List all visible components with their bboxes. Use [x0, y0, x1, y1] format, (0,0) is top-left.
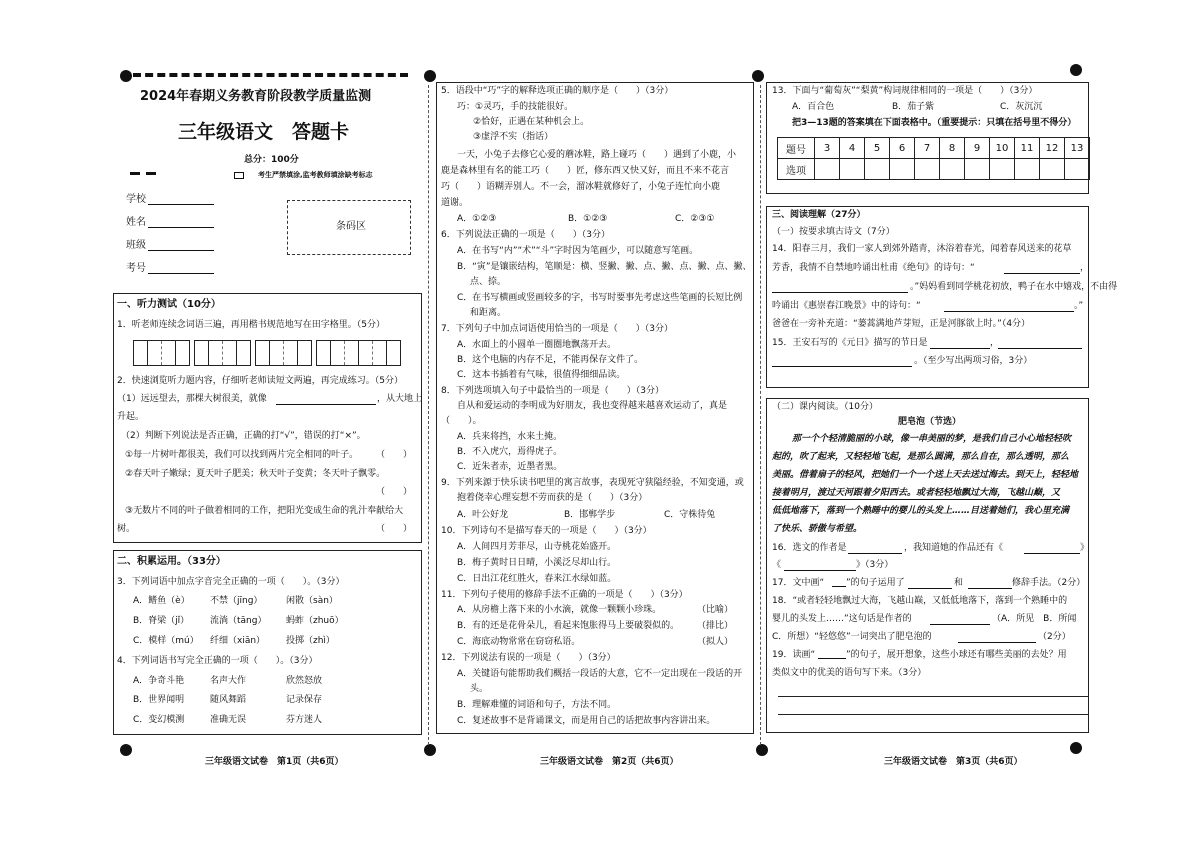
- field-school-line[interactable]: [148, 204, 214, 205]
- q1-text: 1．听老师连续念词语三遍，再用楷书规范地写在田字格里。（5分）: [117, 320, 385, 330]
- answer-table: [777, 137, 1090, 180]
- q10-text: 10．下列诗句不是描写春天的一项是（ ）（3分）: [441, 526, 652, 536]
- passage-title: 肥皂泡（节选）: [898, 417, 962, 427]
- answer-table-num: 10: [990, 138, 1015, 159]
- q3-opt-a2: 不禁（jīng）: [210, 596, 263, 606]
- q9-opt-c: C．守株待兔: [664, 510, 716, 520]
- q19-mark-line: [818, 658, 846, 659]
- q4-opt-a2: 名声大作: [210, 676, 247, 686]
- q7-opt-a: A．水面上的小圆单一圈圈地飘荡开去。: [457, 340, 617, 350]
- field-name-label: 姓名: [126, 217, 146, 228]
- registration-dot: [424, 744, 436, 756]
- absent-mark: [130, 172, 140, 175]
- q5-passage-1: 一天，小兔子去修它心爱的蘑冰鞋，路上碰巧（ ）遇到了小鹿，小: [457, 150, 737, 160]
- answer-table-num: 7: [915, 138, 940, 159]
- q6-opt-c: C．在书写横画或竖画较多的字，书写时要事先考虑这些笔画的长短比例: [457, 293, 743, 303]
- section-3-2-title: （二）课内阅读。（10分）: [772, 402, 878, 412]
- field-class-label: 班级: [126, 240, 146, 251]
- q13-opt-b: B．茄子紫: [892, 102, 935, 112]
- answer-table-header: 题号: [778, 138, 815, 159]
- q8-opt-c: C．近朱者赤，近墨者黑。: [457, 462, 563, 472]
- q10-opt-c: C．日出江花红胜火，春来江水绿如蓝。: [457, 574, 617, 584]
- q6-opt-a: A．在书写“内”“术”“斗”字时因为笔画少，可以随意写笔画。: [457, 246, 699, 256]
- q18-text-a: 18．“或者轻轻地飘过大海，飞越山巅，又低低地落下，落到一个熟睡中的: [772, 596, 1068, 606]
- tianzige-word[interactable]: [255, 340, 312, 366]
- q14-answer-3[interactable]: [944, 311, 1074, 312]
- answer-table-num: 12: [1040, 138, 1065, 159]
- q5-opt-a: A．①②③: [457, 214, 497, 224]
- passage-line-underlined: 接着明月，渡过天河跟着夕阳西去。或者轻轻地飘过大海，飞越山巅，又: [772, 488, 1061, 498]
- q4-opt-b2: 随风舞蹈: [210, 695, 247, 705]
- field-school-label: 学校: [126, 194, 146, 205]
- q12-opt-a: A．关键语句能帮助我们概括一段话的大意，它不一定出现在一段话的开: [457, 669, 743, 679]
- q17-text-c: 和: [954, 578, 964, 588]
- judge-1: ①每一片树叶都很美，我们可以找到两片完全相同的叶子。: [125, 450, 359, 460]
- registration-dot: [1070, 742, 1082, 754]
- q14-line-d: 。”妈妈看到同学桃花初放，鸭子在水中嬉戏，不由得: [910, 282, 1118, 292]
- q17-mark-line: [832, 586, 846, 587]
- judge-1-paren[interactable]: （ ）: [376, 450, 413, 460]
- q16-text-b: ，我知道她的作品还有《: [904, 543, 1004, 553]
- judge-3-b: 树。: [117, 524, 136, 534]
- q14-comma: ，: [1080, 263, 1090, 273]
- q19-text-b: ”的句子，展开想象，这些小球还有哪些美丽的去处？用: [846, 650, 1067, 660]
- answer-cell[interactable]: [890, 159, 915, 180]
- q2-1-answer-line[interactable]: [276, 404, 376, 405]
- q18-answer-1[interactable]: [930, 624, 990, 625]
- registration-dot: [752, 70, 764, 82]
- answer-table-row-label: 选项: [778, 159, 815, 180]
- q10-opt-b: B．梅子黄时日日晴，小溪泛尽却山行。: [457, 558, 617, 568]
- q11-opt-b: B．有的还是花骨朵儿，看起来饱胀得马上要破裂似的。: [457, 621, 680, 631]
- passage-line: 了快乐、骄傲与希望。: [772, 524, 863, 534]
- tianzige-grid[interactable]: [133, 340, 401, 366]
- q16-work-answer-2[interactable]: [784, 570, 856, 571]
- q2-1-text-b: ，从大地上: [377, 394, 423, 404]
- q14-end-quote: 。”: [1074, 301, 1084, 311]
- q16-text-a: 16．选文的作者是: [772, 543, 847, 553]
- answer-cell[interactable]: [965, 159, 990, 180]
- answer-table-num: 4: [840, 138, 865, 159]
- q8-sentence-2: （ ）。: [441, 416, 482, 426]
- q3-text: 3．下列词语中加点字音完全正确的一项（ ）。（3分）: [117, 577, 345, 587]
- q3-opt-b1: B．脊梁（jǐ）: [133, 616, 190, 626]
- q13-opt-a: A．百合色: [792, 102, 835, 112]
- q19-text-a: 19．读画“: [772, 650, 816, 660]
- q7-opt-b: B．这个电脑的内存不足，不能再保存文件了。: [457, 355, 644, 365]
- q15-text-c: 。（至少写出两项习俗，3分）: [914, 356, 1033, 366]
- section-3-1-title: （一）按要求填古诗文（7分）: [772, 227, 895, 237]
- q4-opt-c1: C．变幻模测: [133, 715, 185, 725]
- notice-text: 考生严禁填涂,监考教师填涂缺考标志: [258, 171, 373, 179]
- q3-opt-b2: 流淌（tāng）: [210, 616, 267, 626]
- q18-text-b: 婴儿的头发上……”这句话是作者的: [772, 614, 912, 624]
- answer-cell[interactable]: [1040, 159, 1065, 180]
- q11-tag-b: （排比）: [697, 621, 734, 631]
- field-id-label: 考号: [126, 263, 146, 274]
- tianzige-word[interactable]: [316, 340, 401, 366]
- exam-subtitle: 三年级语文 答题卡: [178, 121, 350, 143]
- q11-opt-c: C．海底动物常常在窃窃私语。: [457, 637, 581, 647]
- q7-text: 7．下列句子中加点词语使用恰当的一项是（ ）（3分）: [441, 324, 673, 334]
- field-class-line[interactable]: [148, 250, 214, 251]
- q8-opt-b: B．不入虎穴，焉得虎子。: [457, 447, 563, 457]
- q18-text-c: （A．所见 B．所闻: [992, 614, 1077, 624]
- registration-dot: [120, 744, 132, 756]
- q8-text: 8．下列选项填入句子中最恰当的一项是（ ）（3分）: [441, 386, 664, 396]
- q5-passage-2: 鹿是森林里有名的能工巧（ ）匠，修东西又快又好，而且不来不花言: [441, 166, 730, 176]
- column-divider: [760, 85, 761, 745]
- barcode-label: 条码区: [336, 221, 366, 232]
- q14-line-e: 吟诵出《惠崇春江晚景》中的诗句：“: [772, 301, 921, 311]
- q4-opt-b1: B．世界闻明: [133, 695, 185, 705]
- q19-answer-line[interactable]: [778, 696, 1088, 697]
- q11-tag-a: （比喻）: [697, 605, 734, 615]
- registration-dot: [424, 70, 436, 82]
- answer-cell[interactable]: [815, 159, 840, 180]
- q4-text: 4．下列词语书写完全正确的一项（ ）。（3分）: [117, 656, 318, 666]
- q4-opt-b3: 记录保存: [286, 695, 323, 705]
- q8-opt-a: A．兵来将挡，水来土掩。: [457, 432, 563, 442]
- q16-text-d: 《: [772, 560, 782, 570]
- q5-passage-3: 巧（ ）语糊弄别人。不一会，溜冰鞋就修好了，小兔子连忙向小鹿: [441, 182, 721, 192]
- q3-opt-c3: 投掷（zhì）: [286, 636, 335, 646]
- answer-cell[interactable]: [840, 159, 865, 180]
- q18-answer-2[interactable]: [958, 642, 1036, 643]
- q18-text-e: （2分）: [1038, 632, 1071, 642]
- q3-opt-a1: A．鳍鱼（è）: [133, 596, 190, 606]
- answer-cell[interactable]: [1065, 159, 1090, 180]
- q12-opt-a2: 头。: [470, 684, 489, 694]
- q13-text: 13．下面与“葡萄灰”“梨黄”构词规律相同的一项是（ ）（3分）: [772, 86, 1038, 96]
- section-1-title: 一、听力测试（10分）: [117, 299, 221, 310]
- q16-work-answer-1[interactable]: [1024, 553, 1080, 554]
- q18-text-d: C．所想）“轻悠悠”一词突出了肥皂泡的: [772, 632, 932, 642]
- q5-passage-4: 道谢。: [441, 198, 469, 208]
- header-dash: [133, 73, 408, 77]
- q4-opt-c3: 芬方迷人: [286, 715, 323, 725]
- passage-line: 那一个个轻清脆丽的小球，像一串美丽的梦，是我们自己小心地轻轻吹: [792, 434, 1072, 444]
- q15-answer-1[interactable]: [930, 348, 990, 349]
- q5-opt-b: B．①②③: [568, 214, 608, 224]
- q13-opt-c: C．灰沉沉: [1000, 102, 1043, 112]
- q14-answer-1[interactable]: [1004, 273, 1080, 274]
- answer-table-num: 11: [1015, 138, 1040, 159]
- q9-text: 9．下列来源于快乐读书吧里的寓言故事，表现死守狭隘经验，不知变通，或: [441, 478, 744, 488]
- q2-1-text: （1）远远望去，那棵大树很美，就像: [117, 394, 267, 404]
- q12-text: 12．下列说法有误的一项是（ ）（3分）: [441, 653, 616, 663]
- q5-text: 5．语段中“巧”字的解释选项正确的顺序是（ ）（3分）: [441, 86, 674, 96]
- q19-answer-line[interactable]: [778, 714, 1088, 715]
- q17-text-d: 修辞手法。（2分）: [1012, 578, 1086, 588]
- registration-dot: [120, 70, 132, 82]
- q2-1-text-c: 升起。: [117, 412, 145, 422]
- q6-opt-b2: 点、捺。: [470, 277, 507, 287]
- q5-def-2: ②恰好，正遇在某种机会上。: [473, 117, 590, 127]
- section-3-title: 三、阅读理解（27分）: [772, 210, 866, 220]
- q6-opt-c2: 和距离。: [470, 308, 507, 318]
- q16-text-c: 》: [1080, 543, 1090, 553]
- answer-table-num: 9: [965, 138, 990, 159]
- absent-checkbox[interactable]: [234, 172, 244, 179]
- q2-2-text: （2）判断下列说法是否正确，正确的打“√”，错误的打“×”。: [121, 431, 366, 441]
- absent-mark: [146, 172, 156, 175]
- q17-text-b: ”的句子运用了: [846, 578, 905, 588]
- footer-page-3: 三年级语文试卷 第3页（共6页）: [884, 757, 1023, 767]
- judge-2-paren[interactable]: （ ）: [376, 487, 413, 497]
- answer-table-note: 把3—13题的答案填在下面表格中。（重要提示：只填在括号里不得分）: [792, 118, 1077, 128]
- answer-cell[interactable]: [940, 159, 965, 180]
- answer-cell[interactable]: [990, 159, 1015, 180]
- answer-table-num: 13: [1065, 138, 1090, 159]
- q3-opt-c2: 纤细（xiān）: [210, 636, 266, 646]
- q9-text-b: 抱着侥幸心理妄想不劳而获的是（ ）（3分）: [457, 493, 648, 503]
- answer-table-num: 5: [865, 138, 890, 159]
- passage-line: 起的，吹了起来，又轻轻地飞起，是那么圆满，那么自在，那么透明，那么: [772, 452, 1070, 462]
- q14-answer-2[interactable]: [772, 292, 908, 293]
- q3-opt-c1: C．模样（mú）: [133, 636, 199, 646]
- q15-comma: ，: [990, 338, 1000, 348]
- q15-answer-2[interactable]: [998, 348, 1082, 349]
- exam-title: 2024年春期义务教育阶段教学质量监测: [140, 89, 372, 104]
- footer-page-2: 三年级语文试卷 第2页（共6页）: [540, 757, 679, 767]
- q10-opt-a: A．人间四月芳菲尽，山寺桃花始盛开。: [457, 542, 617, 552]
- tianzige-word[interactable]: [133, 340, 190, 366]
- q2-text: 2．快速浏览听力题内容，仔细听老师读短文两遍，再完成练习。（5分）: [117, 376, 403, 386]
- q3-opt-b3: 蚂蚱（zhuō）: [286, 616, 344, 626]
- q15-answer-3[interactable]: [772, 366, 912, 367]
- q5-def-3: ③虚浮不实（指话）: [473, 132, 554, 142]
- q4-opt-a3: 欣然怒放: [286, 676, 323, 686]
- q9-opt-b: B．邯郸学步: [564, 510, 616, 520]
- answer-cell[interactable]: [865, 159, 890, 180]
- field-id-line[interactable]: [148, 273, 214, 274]
- column-divider: [428, 85, 429, 745]
- q17-answer-1[interactable]: [908, 588, 952, 589]
- q5-def-1: 巧：①灵巧，手的技能很好。: [457, 102, 574, 112]
- passage-line-underlined: 低低地落下，落到一个熟睡中的婴儿的头发上……目送着她们，我心里充满: [772, 506, 1070, 516]
- total-score: 总分：100分: [244, 155, 299, 165]
- q4-opt-c2: 准确无误: [210, 715, 247, 725]
- q16-author-answer[interactable]: [848, 553, 902, 554]
- field-name-line[interactable]: [148, 227, 214, 228]
- passage-line: 美丽。借着扇子的轻风，把她们一个一个送上天去送过海去。到天上，轻轻地: [772, 470, 1079, 480]
- reading-section-2-box: [766, 398, 1089, 733]
- tianzige-word[interactable]: [194, 340, 251, 366]
- section-2-title: 二、积累运用。（33分）: [117, 556, 226, 567]
- q17-answer-2[interactable]: [968, 588, 1012, 589]
- q6-opt-b: B．“寅”是镶嵌结构，笔顺是：横、竖撇、撇、点、撇、点、撇、点、撇、: [457, 262, 752, 272]
- q4-opt-a1: A．争奇斗艳: [133, 676, 185, 686]
- q12-opt-c: C．复述故事不是背诵课文，而是用自己的话把故事内容讲出来。: [457, 716, 716, 726]
- q11-tag-c: （拟人）: [697, 637, 734, 647]
- judge-3-paren[interactable]: （ ）: [376, 524, 413, 534]
- q14-line-a: 14．阳春三月，我们一家人到郊外踏青，沐浴着春光，闻着春风送来的花草: [772, 244, 1072, 254]
- answer-table-num: 3: [815, 138, 840, 159]
- q3-opt-a3: 闲散（sàn）: [286, 596, 338, 606]
- judge-2: ②春天叶子嫩绿；夏天叶子肥美；秋天叶子变黄；冬天叶子飘零。: [125, 469, 386, 479]
- q17-text-a: 17．文中画“: [772, 578, 825, 588]
- answer-table-num: 8: [940, 138, 965, 159]
- q9-opt-a: A．叶公好龙: [457, 510, 509, 520]
- registration-dot: [1070, 64, 1082, 76]
- judge-3: ③无数片不同的叶子做着相同的工作，把阳光变成生命的乳汁奉献给大: [125, 506, 404, 516]
- q5-opt-c: C．②③①: [675, 214, 715, 224]
- q11-opt-a: A．从房檐上落下来的小水滴，就像一颗颗小珍珠。: [457, 605, 662, 615]
- footer-page-1: 三年级语文试卷 第1页（共6页）: [205, 757, 344, 767]
- answer-cell[interactable]: [915, 159, 940, 180]
- q6-text: 6．下列说法正确的一项是（ ）（3分）: [441, 230, 610, 240]
- q16-text-e: 》（3分）: [856, 560, 894, 570]
- q7-opt-c: C．这本书插着有气味，很值得细细品读。: [457, 370, 626, 380]
- answer-cell[interactable]: [1015, 159, 1040, 180]
- q14-line-g: 爸爸在一旁补充道：“蒌蒿满地芦芽短，正是河豚欲上时。”（4分）: [772, 319, 1031, 329]
- q8-sentence: 自从和爱运动的李明成为好朋友，我也变得越来越喜欢运动了，真是: [457, 401, 728, 411]
- registration-dot: [756, 744, 768, 756]
- answer-table-num: 6: [890, 138, 915, 159]
- q12-opt-b: B．理解难懂的词语和句子，方法不同。: [457, 700, 617, 710]
- q14-line-b: 芳香，我情不自禁地吟诵出杜甫《绝句》的诗句：“: [772, 263, 975, 273]
- q15-text-a: 15．王安石写的《元日》描写的节日是: [772, 338, 928, 348]
- q11-text: 11．下列句子使用的修辞手法不正确的一项是（ ）（3分）: [441, 590, 688, 600]
- q19-text-c: 类似文中的优美的语句写下来。（3分）: [772, 668, 927, 678]
